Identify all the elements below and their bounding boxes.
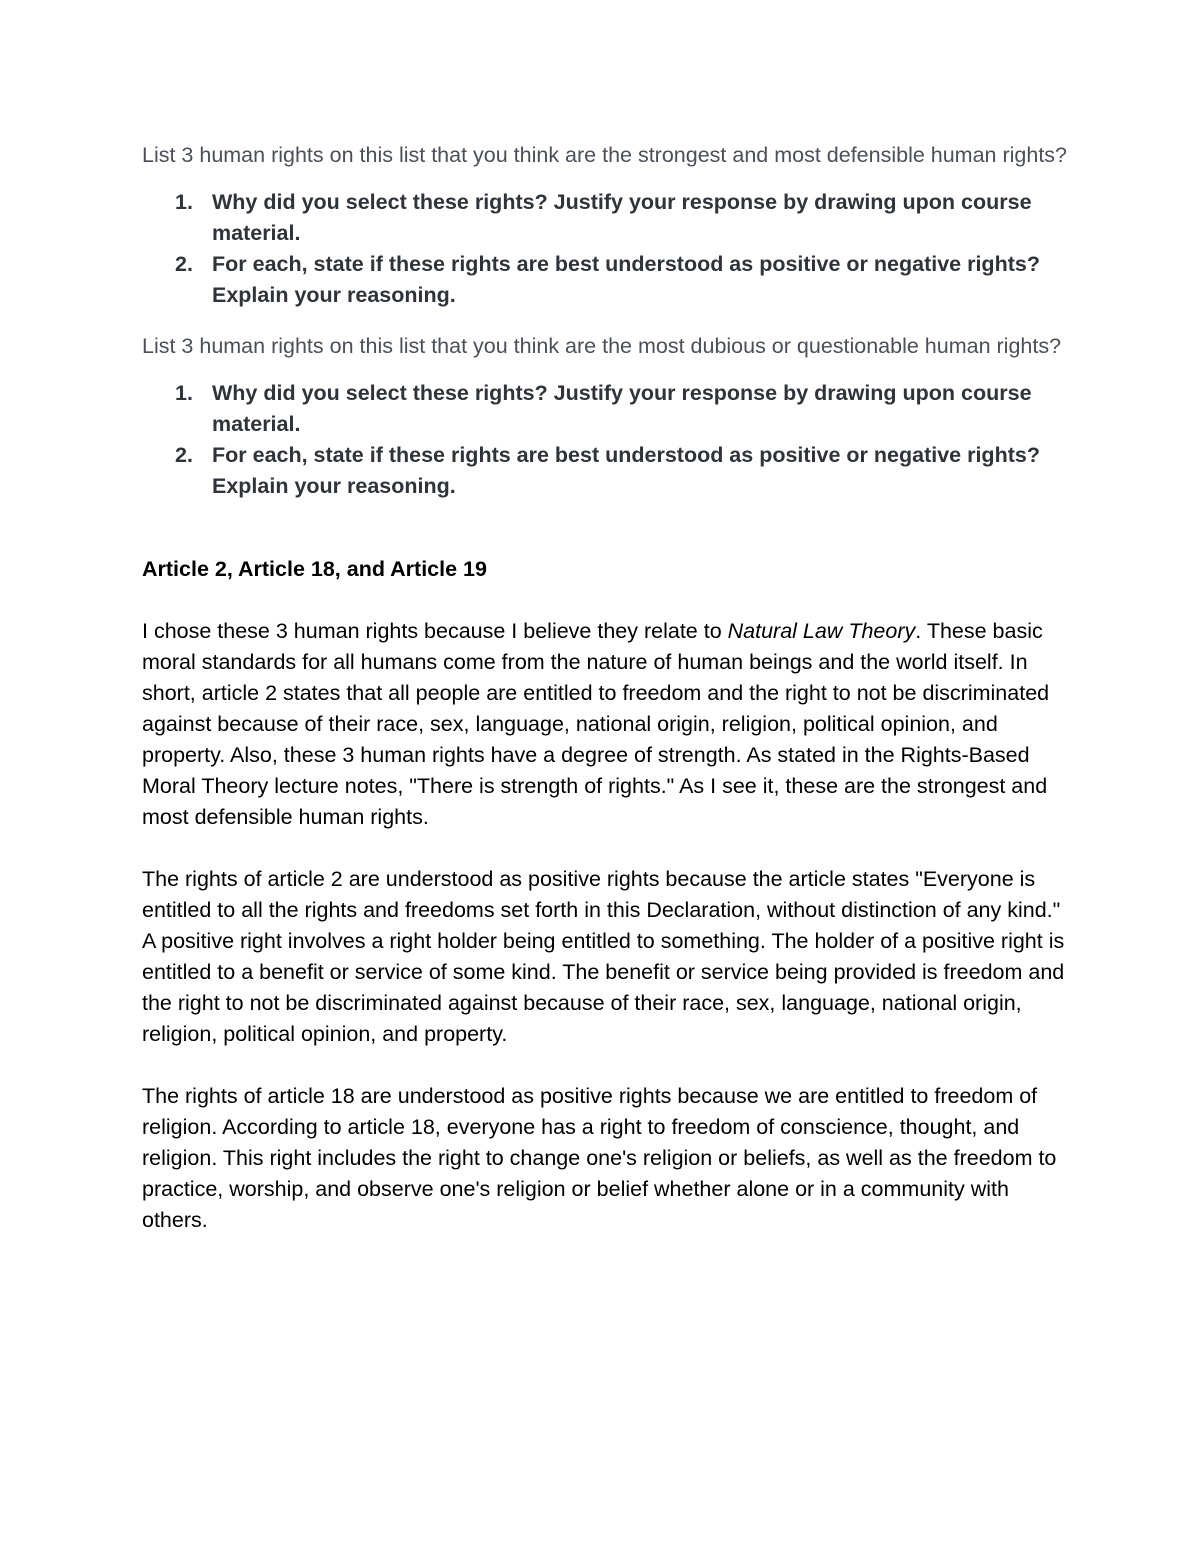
list-item-text: For each, state if these rights are best understood as positive or negative rights? Explain your reasoning. [212,443,1040,498]
list-number: 2. [175,443,193,467]
paragraph-text: I chose these 3 human rights because I believe they relate to [142,619,728,643]
answer-paragraph-3: The rights of article 18 are understood as positive rights because we are entitled to freedom of religion. According to article 18, everyone has a right to freedom of conscience, thought, and religion. This right includes the right to change one's religion or beliefs, as well as the freedom to practice, worship, and observe one's religion or belief whether alone or in a community with others. [142,1084,1057,1232]
question-prompt-strongest: List 3 human rights on this list that you think are the strongest and most defensible human rights? [142,143,1068,167]
list-item-text: Why did you select these rights? Justify your response by drawing upon course material. [212,381,1032,436]
list-item-text: Why did you select these rights? Justify your response by drawing upon course material. [212,190,1032,245]
list-item [142,378,1072,440]
document-page [142,140,1072,1236]
list-number: 1. [175,190,193,214]
list-item [142,249,1072,311]
answer-heading: Article 2, Article 18, and Article 19 [142,557,487,581]
list-item [142,187,1072,249]
question-prompt-dubious: List 3 human rights on this list that you think are the most dubious or questionable human rights? [142,334,1062,358]
list-number: 1. [175,381,193,405]
list-number: 2. [175,252,193,276]
answer-paragraph-1 [142,616,1072,833]
question-list-dubious [142,378,1072,502]
italic-term: Natural Law Theory [727,619,916,643]
paragraph-text: . These basic moral standards for all humans come from the nature of human beings and the world itself. In short, article 2 states that all people are entitled to freedom and the right to not be discriminated against because of their race, sex, language, national origin, religion, political opinion, and property. Also, these 3 human rights have a degree of strength. As stated in the Rights-Based Moral Theory lecture notes, "There is strength of rights." As I see it, these are the strongest and most defensible human rights. [142,619,1050,829]
list-item [142,440,1072,502]
answer-paragraph-2: The rights of article 2 are understood as positive rights because the article states "Everyone is entitled to all the rights and freedoms set forth in this Declaration, without distinction of any kind." A positive right involves a right holder being entitled to something. The holder of a positive right is entitled to a benefit or service of some kind. The benefit or service being provided is freedom and the right to not be discriminated against because of their race, sex, language, national origin, religion, political opinion, and property. [142,867,1065,1046]
question-list-strongest [142,187,1072,311]
list-item-text: For each, state if these rights are best understood as positive or negative rights? Explain your reasoning. [212,252,1040,307]
